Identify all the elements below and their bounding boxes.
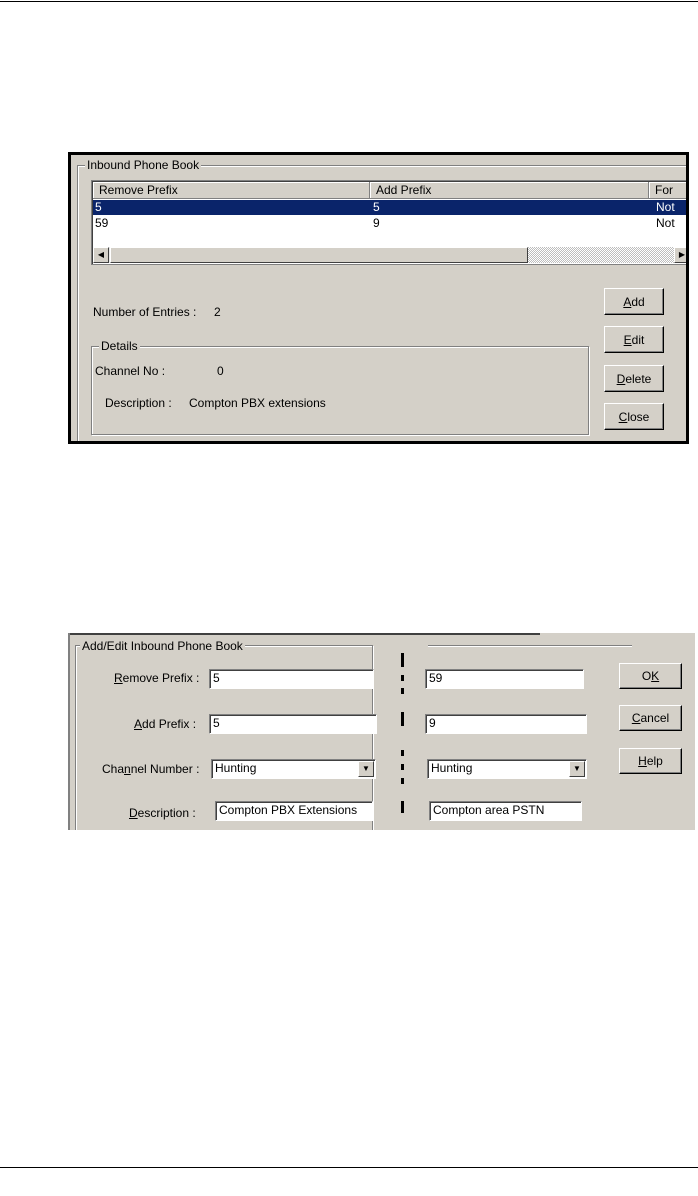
cell-remove-prefix: 5 bbox=[95, 200, 102, 214]
add-prefix-input-right[interactable]: 9 bbox=[425, 714, 587, 734]
table-row[interactable] bbox=[93, 216, 689, 231]
entries-label: Number of Entries : bbox=[93, 305, 197, 319]
inbound-phone-book-window bbox=[68, 152, 689, 444]
edit-button[interactable]: Edit bbox=[604, 326, 664, 353]
cell-remove-prefix: 59 bbox=[95, 216, 109, 230]
cell-add-prefix: 9 bbox=[373, 216, 380, 230]
remove-prefix-label: Remove Prefix : bbox=[114, 671, 200, 685]
description-value: Compton PBX extensions bbox=[189, 396, 326, 410]
separator-dash bbox=[401, 712, 404, 726]
help-button[interactable]: Help bbox=[619, 748, 682, 774]
scroll-track[interactable] bbox=[528, 247, 674, 263]
remove-prefix-input-left[interactable]: 5 bbox=[209, 669, 374, 689]
cancel-button[interactable]: Cancel bbox=[619, 705, 682, 731]
separator-dash bbox=[401, 675, 404, 681]
phone-book-list[interactable] bbox=[91, 180, 689, 265]
add-edit-phone-book-window bbox=[68, 633, 695, 830]
channel-select-right[interactable]: Hunting ▼ bbox=[427, 759, 587, 779]
scroll-thumb[interactable] bbox=[110, 247, 528, 263]
add-edit-group-right bbox=[428, 645, 632, 646]
details-group bbox=[91, 346, 589, 435]
channel-label: Channel No : bbox=[95, 364, 166, 378]
top-edge-line bbox=[70, 633, 540, 635]
chevron-down-icon[interactable]: ▼ bbox=[358, 761, 374, 777]
description-input-left[interactable]: Compton PBX Extensions bbox=[215, 801, 373, 821]
top-rule bbox=[0, 1, 698, 2]
column-header-add-prefix[interactable]: Add Prefix bbox=[370, 182, 649, 199]
cell-more: Not bbox=[656, 216, 675, 230]
horizontal-scrollbar[interactable] bbox=[93, 247, 689, 263]
add-button[interactable]: Add bbox=[604, 288, 664, 315]
separator-dash bbox=[401, 688, 404, 694]
description-label: Description : bbox=[129, 806, 196, 820]
separator-dash bbox=[401, 778, 404, 784]
separator-dash bbox=[401, 764, 404, 770]
description-input-right[interactable]: Compton area PSTN bbox=[429, 801, 582, 821]
add-prefix-label: Add Prefix : bbox=[134, 717, 197, 731]
channel-select-left[interactable]: Hunting ▼ bbox=[211, 759, 376, 779]
ok-button[interactable]: OK bbox=[619, 663, 682, 689]
add-prefix-input-left[interactable]: 5 bbox=[209, 714, 377, 734]
delete-button[interactable]: Delete bbox=[604, 365, 664, 392]
channel-number-label: Channel Number : bbox=[102, 762, 200, 776]
separator-dash bbox=[401, 801, 404, 813]
table-row[interactable] bbox=[93, 200, 689, 215]
separator-dash bbox=[401, 750, 404, 756]
inbound-phone-book-title: Inbound Phone Book bbox=[87, 158, 200, 172]
close-button[interactable]: Close bbox=[604, 403, 664, 430]
scroll-right-icon[interactable]: ▶ bbox=[674, 247, 689, 263]
column-header-more[interactable]: For bbox=[649, 182, 689, 199]
details-title: Details bbox=[101, 339, 138, 353]
chevron-down-icon[interactable]: ▼ bbox=[569, 761, 585, 777]
bottom-rule bbox=[0, 1167, 698, 1168]
add-edit-title: Add/Edit Inbound Phone Book bbox=[82, 639, 243, 653]
description-label: Description : bbox=[105, 396, 172, 410]
remove-prefix-input-right[interactable]: 59 bbox=[425, 669, 584, 689]
cell-more: Not bbox=[656, 200, 675, 214]
entries-value: 2 bbox=[214, 305, 221, 319]
column-header-remove-prefix[interactable]: Remove Prefix bbox=[93, 182, 370, 199]
scroll-left-icon[interactable]: ◀ bbox=[93, 247, 109, 263]
separator-dash bbox=[401, 653, 404, 667]
cell-add-prefix: 5 bbox=[373, 200, 380, 214]
channel-value: 0 bbox=[217, 364, 224, 378]
